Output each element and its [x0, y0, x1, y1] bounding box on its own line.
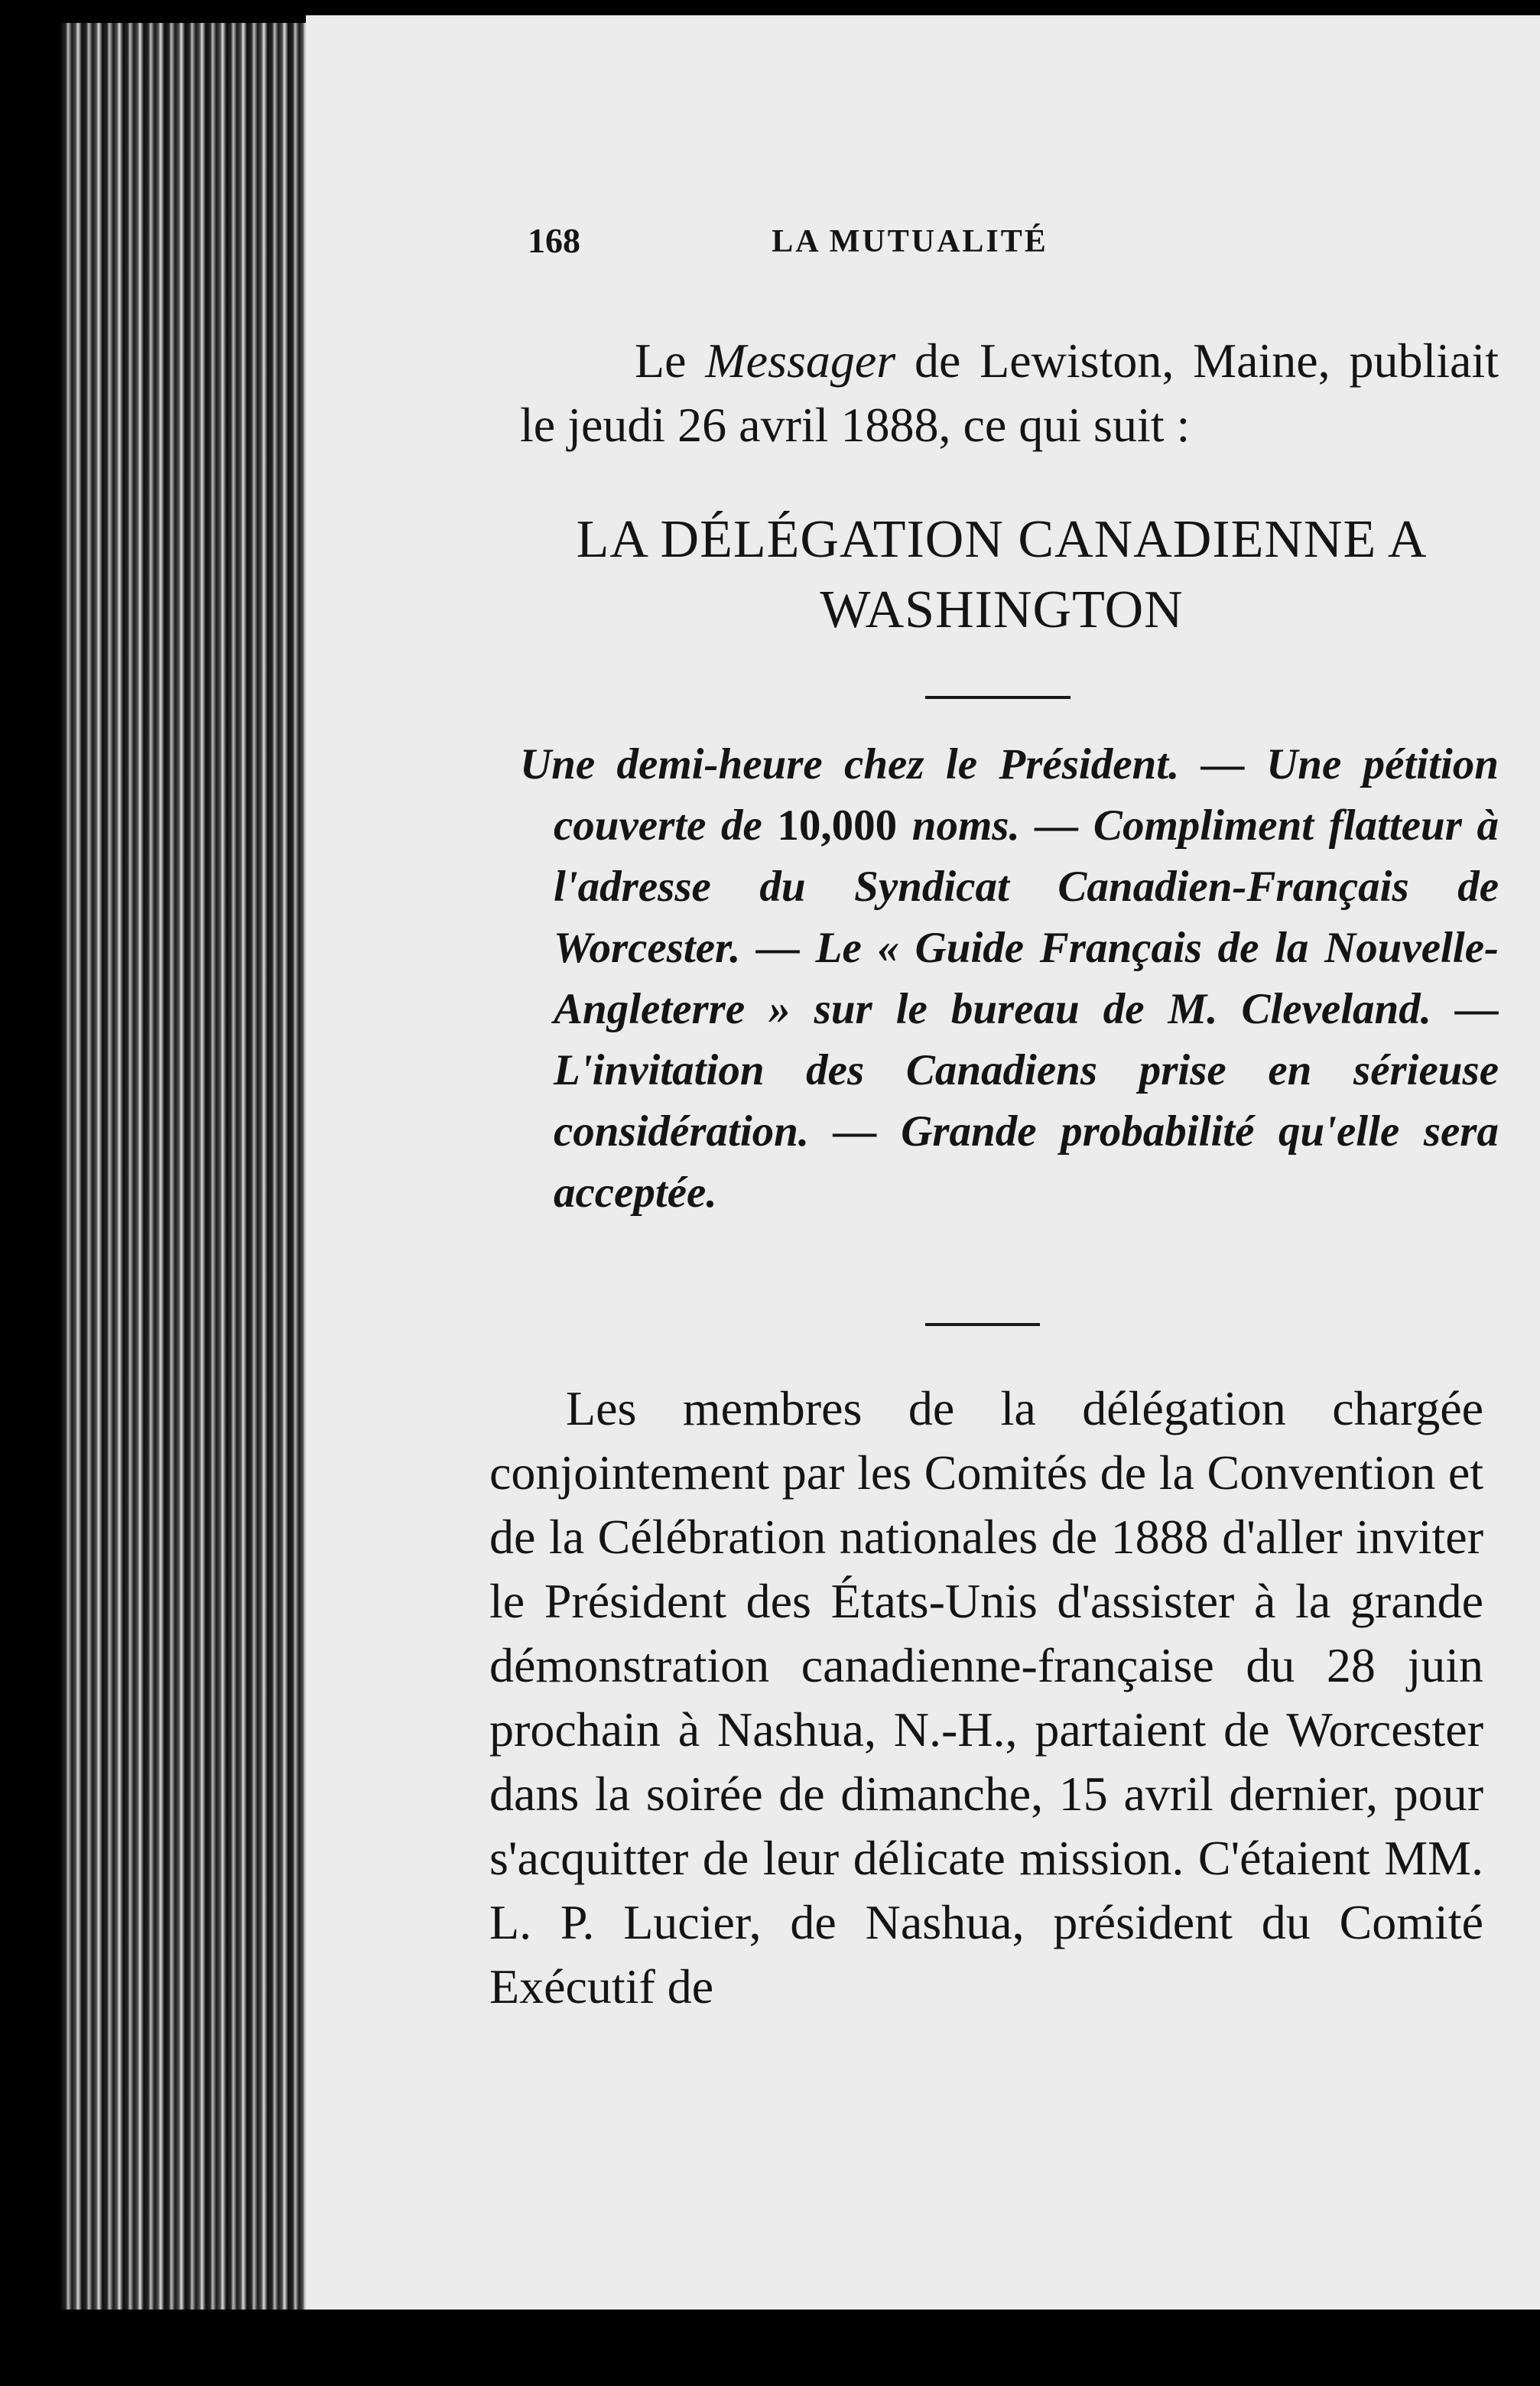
summary-number: 10,000 [777, 801, 898, 850]
book-page [306, 15, 1540, 2310]
page-number: 168 [528, 221, 580, 260]
page-header [528, 220, 1491, 274]
divider-rule-top [925, 696, 1071, 699]
intro-paragraph [520, 329, 1499, 457]
article-headline [512, 505, 1491, 645]
running-title: LA MUTUALITÉ [772, 224, 1048, 259]
book-page-edges [61, 23, 321, 2310]
summary-text-2: noms. — Compliment flatteur à l'adresse du Syndicat Canadien-Français de Worcester. — Le « Guide Français de la Nouvelle-Angleterre » sur le bureau de M. Cleveland. — L'invitation des Canadiens prise en sérieuse considération. — Grande probabilité qu'elle sera acceptée. [554, 801, 1499, 1217]
headline-line-1: LA DÉLÉGATION CANADIENNE A [576, 510, 1428, 569]
article-summary [520, 734, 1499, 1224]
body-paragraph: Les membres de la délégation chargée conjointement par les Comités de la Convention et de la Célébration nationales de 1888 d'aller inviter le Président des États-Unis d'assister à la grande démonstration canadienne-française du 28 juin prochain à Nashua, N.-H., partaient de Worcester dans la soirée de dimanche, 15 avril dernier, pour s'acquitter de leur délicate mission. C'étaient MM. L. P. Lucier, de Nashua, président du Comité Exécutif de [489, 1381, 1483, 2014]
divider-rule-bottom [925, 1323, 1040, 1326]
headline-line-2: WASHINGTON [820, 580, 1184, 639]
newspaper-name: Messager [705, 333, 896, 388]
intro-text-before: Le [635, 333, 706, 388]
intro-text-after: de Lewiston, Maine, publiait le jeudi 26 avril 1888, ce qui suit : [520, 333, 1499, 452]
summary-text-1: Une demi-heure chez le Président. — Une pétition couverte de [520, 740, 1499, 850]
